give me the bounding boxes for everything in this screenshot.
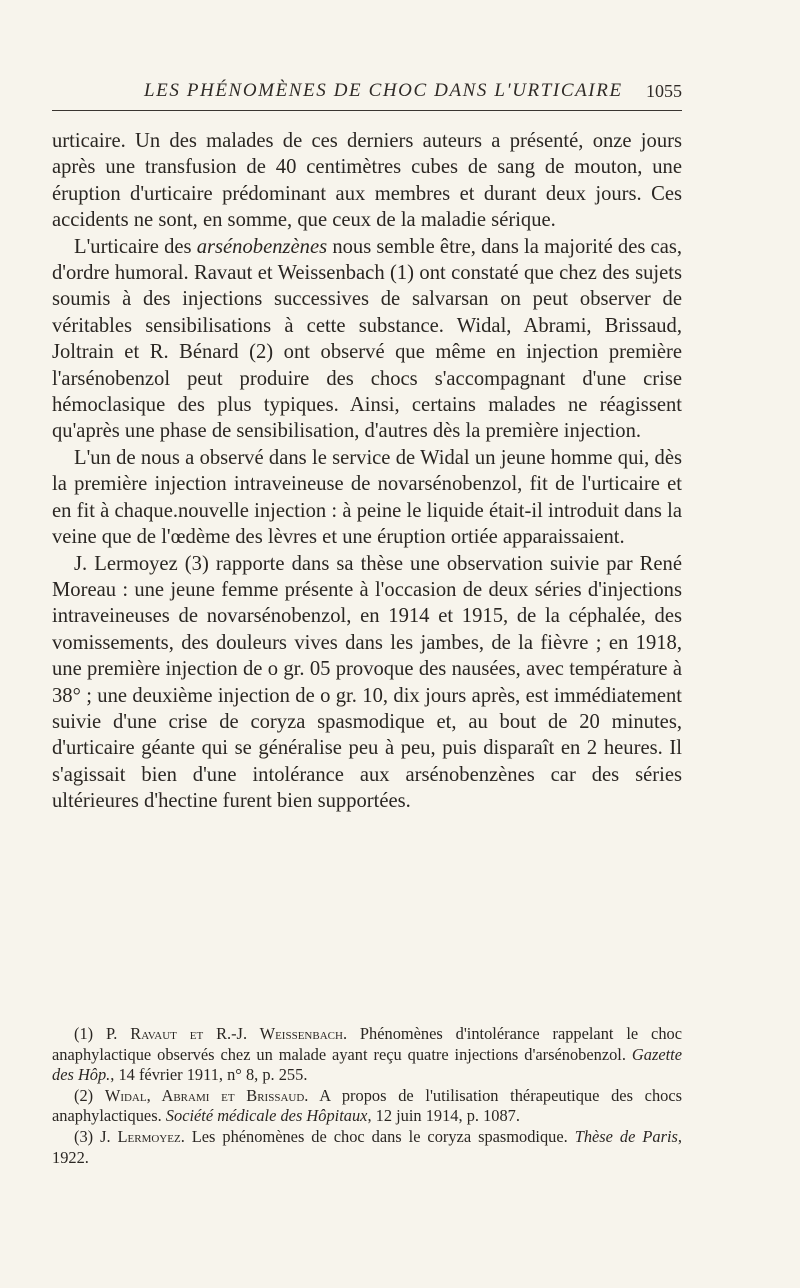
footnote-2-title: . A propos de l'utilisation thérapeutique des chocs anaphylactiques. <box>52 1085 682 1126</box>
footnote-3-reference: , 1922. <box>52 1126 682 1167</box>
footnote-2-reference: , 12 juin 1914, p. 1087. <box>367 1106 520 1126</box>
paragraph-1: urticaire. Un des malades de ces derniers auteurs a présenté, onze jours après une transfusion de 40 centimètres cubes de sang de mouton, une éruption d'urticaire prédominant aux membres et durant deux jours. Ces accidents ne sont, en somme, que ceux de la maladie sérique. <box>52 130 682 232</box>
footnote-3-authors: J. Lermoyez <box>100 1126 181 1146</box>
footnote-1-reference: , 14 février 1911, n° 8, p. 255. <box>110 1065 308 1085</box>
footnote-3-journal: Thèse de Paris <box>574 1126 678 1146</box>
paragraph-2-part-c: nous semble être, dans la majorité des cas, d'ordre humoral. Ravaut et Weissenbach (1) ont constaté que chez des sujets soumis à des injections successives de salvarsan on peut observer de véritables sensibilisations à cette substance. Widal, Abrami, Brissaud, Joltrain et R. Bénard (2) ont observé que même en injection première l'arsénobenzol peut produire des chocs s'accompagnant d'une crise hémoclasique des plus typiques. Ainsi, certains malades ne réagissent qu'après une phase de sensibilisation, d'autres dès la première injection. <box>52 235 682 443</box>
footnote-1 <box>52 1024 682 1086</box>
footnote-1-authors: P. Ravaut et R.-J. Weissenbach <box>106 1024 343 1043</box>
footnotes <box>52 1024 682 1168</box>
footnote-2-journal: Société médicale des Hôpitaux <box>165 1106 368 1126</box>
page-number: 1055 <box>646 81 682 101</box>
footnote-2 <box>52 1086 682 1127</box>
paragraph-2-part-a: L'urticaire des <box>74 235 197 258</box>
footnote-2-marker: (2) <box>74 1085 105 1105</box>
footnote-1-title: . Phénomènes d'intolérance rappelant le choc anaphylactique observés chez un malade ayant reçu quatre injections d'arsénobenzol. <box>52 1024 682 1064</box>
paragraph-4: J. Lermoyez (3) rapporte dans sa thèse une observation suivie par René Moreau : une jeune femme présente à l'occasion de deux séries d'injections intraveineuses de novarsénobenzol, en 1914 et 1915, de la céphalée, des vomissements, des douleurs vives dans les jambes, de la fièvre ; en 1918, une première injection de o gr. 05 provoque des nausées, avec température à 38° ; une deuxième injection de o gr. 10, dix jours après, est immédiatement suivie d'une crise de coryza spasmodique et, au bout de 20 minutes, d'urticaire géante qui se généralise peu à peu, puis disparaît en 2 heures. Il s'agissait bien d'une intolérance aux arsénobenzènes car des séries ultérieures d'hectine furent bien supportées. <box>52 552 682 813</box>
footnote-3-marker: (3) <box>74 1126 101 1146</box>
footnote-1-marker: (1) <box>74 1024 106 1043</box>
footnote-1-journal: Gazette des Hôp. <box>52 1044 682 1085</box>
footnote-3-title: . Les phénomènes de choc dans le coryza spasmodique. <box>180 1126 575 1146</box>
running-title: LES PHÉNOMÈNES DE CHOC DANS L'URTICAIRE <box>144 80 623 101</box>
footnote-2-authors: Widal, Abrami et Brissaud <box>104 1085 305 1105</box>
paragraph-2-italic-term: arsénobenzènes <box>196 235 328 258</box>
page-header <box>52 80 682 111</box>
main-text <box>52 128 682 815</box>
paragraph-2 <box>52 234 682 445</box>
paragraph-3: L'un de nous a observé dans le service de Widal un jeune homme qui, dès la première injection intraveineuse de novarsénobenzol, fit de l'urticaire et en fit à chaque.nouvelle injection : à peine le liquide était-il introduit dans la veine que de l'œdème des lèvres et une éruption ortiée apparaissaient. <box>52 446 682 549</box>
footnote-3 <box>52 1127 682 1168</box>
